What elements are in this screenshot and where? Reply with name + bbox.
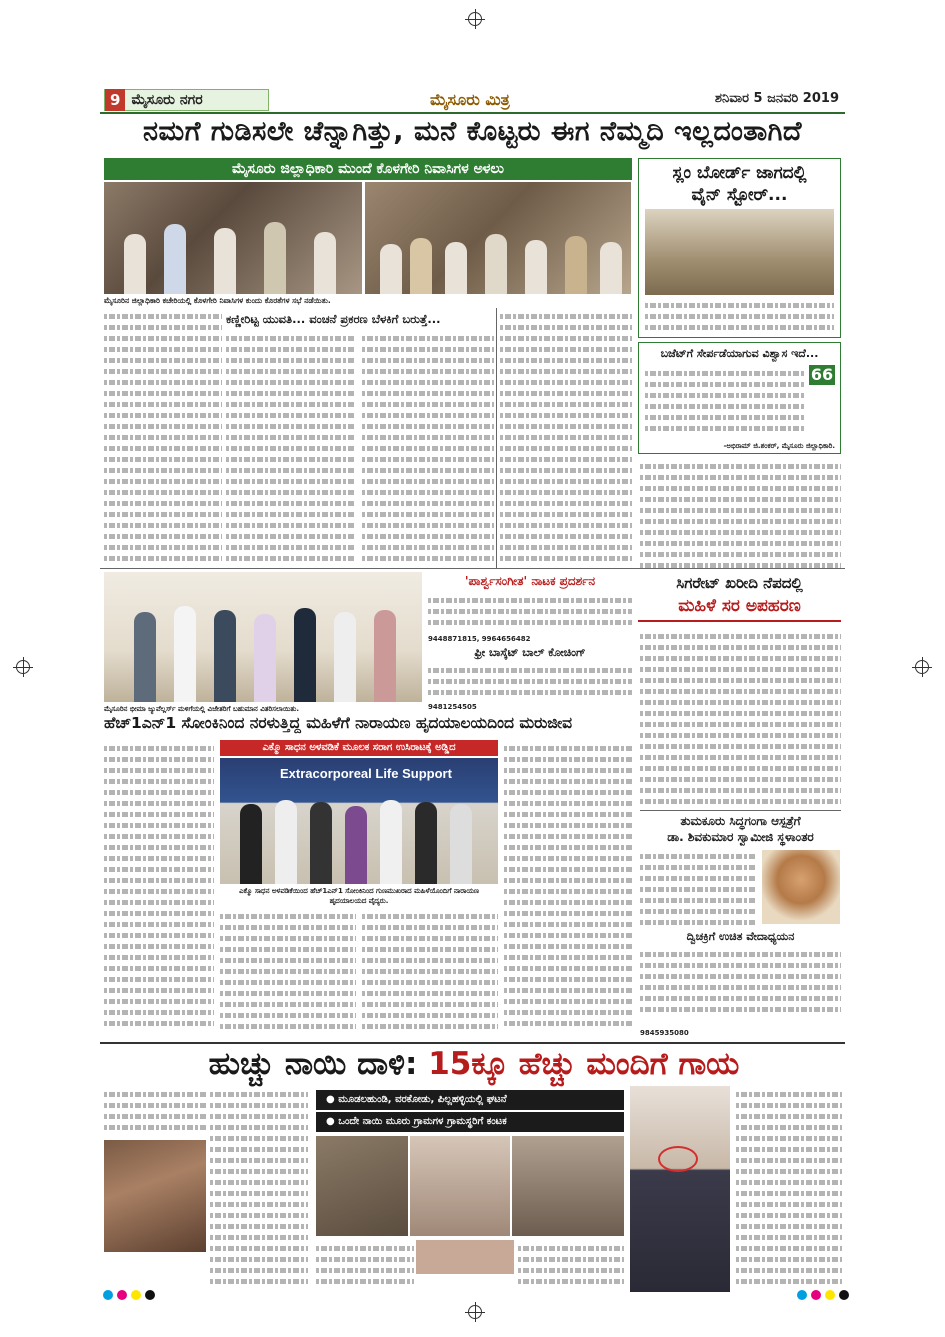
dog-headline-a: ಹುಚ್ಚು ನಾಯಿ ದಾಳಿ: [208,1046,418,1082]
dog-bullet-1: ● ಮೂಡಲಹುಂಡಿ, ವರಕೋಡು, ಪಿಲ್ಲಹಳ್ಳಿಯಲ್ಲಿ ಘಟನೆ [316,1090,624,1110]
lead-headline: ನಮಗೆ ಗುಡಿಸಲೇ ಚೆನ್ನಾಗಿತ್ತು, ಮನೆ ಕೊಟ್ಟರು ಈಗ ನೆಮ್ಮದಿ ಇಲ್ಲದಂತಾಗಿದೆ [143,116,802,147]
quote-badge: 66 [810,365,834,384]
page-tab [104,89,269,111]
victim-photo-1 [316,1136,408,1236]
h1n1-column-4 [504,740,632,1038]
registration-mark-bottom [468,1305,482,1319]
dog-bullet-1-text: ಮೂಡಲಹುಂಡಿ, ವರಕೋಡು, ಪಿಲ್ಲಹಳ್ಳಿಯಲ್ಲಿ ಘಟನೆ [338,1094,507,1105]
h1n1-column-2 [220,908,356,1038]
dog-headline-b: 15ಕ್ಕೂ ಹೆಚ್ಚು ಮಂದಿಗೆ ಗಾಯ [428,1046,740,1082]
h1n1-column-1 [104,740,214,1040]
basketball-headline: ಫ್ರೀ ಬಾಸ್ಕೆಟ್ ಬಾಲ್ ಕೋಚಿಂಗ್ [474,646,586,659]
drama-text [428,592,632,634]
ecmo-band: ಎಕ್ಮೊ ಸಾಧನ ಅಳವಡಿಕೆ ಮೂಲಕ ಸರಾಗ ಉಸಿರಾಟಕ್ಕೆ ಅಡ್ಡಿದ [220,740,498,756]
h1n1-column-3 [362,908,498,1038]
lead-column-1 [104,308,222,570]
swamiji-rule [640,810,841,811]
ecmo-photo [220,758,498,884]
vedic-text [640,946,841,1026]
dog-column-3 [316,1240,414,1292]
budget-continued-text [640,458,841,568]
ecmo-banner-text: Extracorporeal Life Support [280,766,452,781]
basketball-text [428,662,632,700]
lead-column-4 [500,308,632,570]
lead-inner-headline: ಕಣ್ಣೀರಿಟ್ಟ ಯುವತಿ... ವಂಚನೆ ಪ್ರಕರಣ ಬೆಳಕಿಗೆ ಬರುತ್ತೆ... [226,312,441,326]
theft-head-box [638,572,841,622]
lead-photo-left [104,182,362,294]
lead-subhead: ಮೈಸೂರು ಜಿಲ್ಲಾಧಿಕಾರಿ ಮುಂದೆ ಕೊಳಗೇರಿ ನಿವಾಸಿಗಳ ಅಳಲು [104,158,632,180]
ecmo-caption: ಎಕ್ಮೊ ಸಾಧನ ಅಳವಡಿಕೆಯಿಂದ ಹೆಚ್1ಎನ್1 ಸೋಂಕಿನಿಂದ ಗುಣಮುಖರಾದ ಮಹಿಳೆಯೊಂದಿಗೆ ನಾರಾಯಣ ಹೃದಯಾಲಯದ ವೈದ್ಯರು. [239,887,479,905]
drama-headline: 'ಪಾರ್ಶ್ವಸಂಗೀತ' ನಾಟಕ ಪ್ರದರ್ಶನ [464,574,596,588]
ink-magenta [117,1290,127,1300]
registration-mark-top [468,12,482,26]
wound-photo [416,1240,514,1274]
slum-board-box [638,158,841,338]
dog-bullet-2: ● ಒಂದೇ ನಾಯಿ ಮೂರು ಗ್ರಾಮಗಳ ಗ್ರಾಮಸ್ಥರಿಗೆ ಕಂಟಕ [316,1112,624,1132]
victim-photo-3 [512,1136,624,1236]
masthead: ಮೈಸೂರು ಮಿತ್ರ [430,90,510,109]
ink-yellow [131,1290,141,1300]
section-rule-1 [100,568,845,569]
registration-mark-left [16,660,30,674]
injured-child-photo [104,1140,206,1252]
drama-contact: 9448871815, 9964656482 [428,635,531,643]
slum-headline-1: ಸ್ಲಂ ಬೋರ್ಡ್ ಜಾಗದಲ್ಲಿ [672,163,807,183]
lead-column-2 [226,330,356,570]
bhima-photo [104,572,422,702]
ink-black [145,1290,155,1300]
dog-headline [104,1046,844,1083]
theft-headline-1: ಸಿಗರೇಟ್ ಖರೀದಿ ನೆಪದಲ್ಲಿ [676,574,803,592]
slum-box-text [645,297,834,335]
swamiji-photo [762,850,840,924]
vedic-headline: ದ್ವಿಚಕ್ರಿಗೆ ಉಚಿತ ವೇದಾಧ್ಯಯನ [686,930,795,943]
lead-column-3 [362,330,494,570]
dateline: ಶನಿವಾರ 5 ಜನವರಿ 2019 [714,91,839,106]
section-rule-2 [100,1042,845,1044]
page-number: 9 [105,89,125,111]
ink-cyan [103,1290,113,1300]
victim-photo-2 [410,1136,510,1236]
dog-intro-text [104,1086,206,1138]
header-rule [100,112,845,114]
dog-bullet-2-text: ಒಂದೇ ನಾಯಿ ಮೂರು ಗ್ರಾಮಗಳ ಗ್ರಾಮಸ್ಥರಿಗೆ ಕಂಟಕ [338,1116,507,1127]
lead-photo-caption: ಮೈಸೂರಿನ ಜಿಲ್ಲಾಧಿಕಾರಿ ಕಚೇರಿಯಲ್ಲಿ ಕೊಳಗೇರಿ ನಿವಾಸಿಗಳ ಕುಂದು ಕೊರತೆಗಳ ಸಭೆ ನಡೆಯಿತು. [104,296,331,305]
budget-byline: -ಅಭಿರಾಮ್ ಜಿ.ಶಂಕರ್, ಮೈಸೂರು ಜಿಲ್ಲಾಧಿಕಾರಿ. [723,442,835,450]
section-name: ಮೈಸೂರು ನಗರ [131,92,203,108]
dog-column-2 [210,1086,308,1292]
basketball-contact: 9481254505 [428,703,477,711]
dog-column-4 [518,1240,624,1292]
h1n1-headline: ಹೆಚ್1ಎನ್1 ಸೋಂಕಿನಿಂದ ನರಳುತ್ತಿದ್ದ ಮಹಿಳೆಗೆ ನಾರಾಯಣ ಹೃದಯಾಲಯದಿಂದ ಮರುಜೀವ [104,714,573,732]
wine-store-photo [645,209,834,295]
budget-text [645,365,805,435]
dog-column-5 [736,1086,842,1292]
budget-box [638,342,841,454]
bhima-caption: ಮೈಸೂರಿನ ಭೀಮಾ ಜ್ಯುವೆಲ್ಲರ್ಸ್ ಮಳಿಗೆಯಲ್ಲಿ ವಿಜೇತರಿಗೆ ಬಹುಮಾನ ವಿತರಿಸಲಾಯಿತು. [104,705,300,713]
leg-wound-photo [630,1086,730,1292]
swamiji-text [640,848,756,926]
theft-text [640,628,841,808]
swamiji-headline: ತುಮಕೂರು ಸಿದ್ಧಗಂಗಾ ಆಸ್ಪತ್ರೆಗೆ [680,814,801,828]
registration-mark-right [915,660,929,674]
vedic-phone: 9845935080 [640,1029,689,1037]
slum-headline-2: ವೈನ್ ಸ್ಟೋರ್... [691,185,788,205]
lead-photo-right [365,182,631,294]
budget-headline: ಬಜೆಟ್‌ಗೆ ಸೇರ್ಪಡೆಯಾಗುವ ವಿಶ್ವಾಸ ಇದೆ... [660,347,819,360]
swamiji-headline-2: ಡಾ. ಶಿವಕುಮಾರ ಸ್ವಾಮೀಜಿ ಸ್ಥಳಾಂತರ [667,830,814,844]
theft-headline-2: ಮಹಿಳೆ ಸರ ಅಪಹರಣ [678,596,801,616]
column-rule [496,308,497,568]
